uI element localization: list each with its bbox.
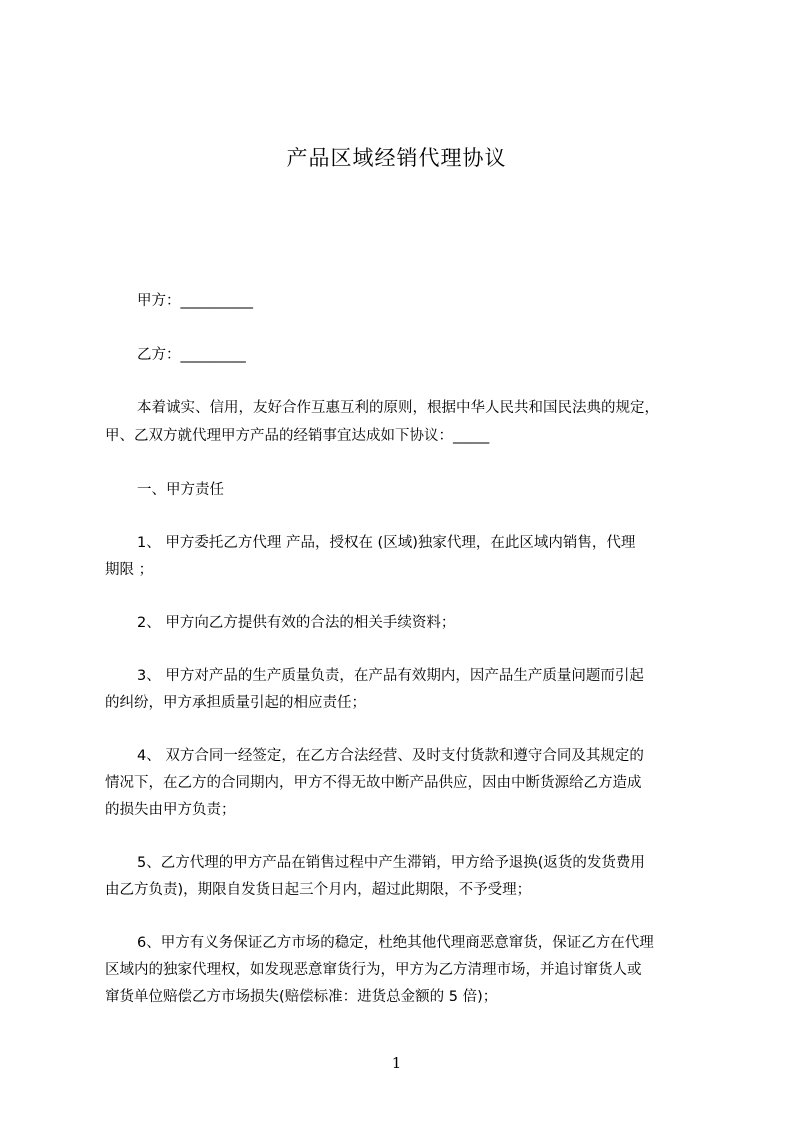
clause-2-line-1: 2、 甲方向乙方提供有效的合法的相关手续资料； [137,615,456,631]
clause-6-line-1: 6、甲方有义务保证乙方市场的稳定，杜绝其他代理商恶意窜货，保证乙方在代理 [137,935,654,951]
clause-6-line-2: 区域内的独家代理权，如发现恶意窜货行为，甲方为乙方清理市场，并追讨窜货人或 [105,962,642,978]
section-heading: 一、甲方责任 [137,482,224,498]
clause-1-line-1: 1、 甲方委托乙方代理 产品，授权在 (区域)独家代理，在此区域内销售，代理 [137,535,636,551]
clause-3-line-2: 的纠纷，甲方承担质量引起的相应责任； [105,695,366,711]
party-b-line: 乙方：_________ [137,347,246,363]
intro-line-2: 甲、乙双方就代理甲方产品的经销事宜达成如下协议：_____ [105,428,490,444]
clause-1-line-2: 期限 ； [105,562,154,578]
clause-5-line-1: 5、乙方代理的甲方产品在销售过程中产生滞销，甲方给予退换(返货的发货费用 [137,855,645,871]
document-title: 产品区域经销代理协议 [286,146,507,170]
clause-4-line-1: 4、 双方合同一经签定，在乙方合法经营、及时支付货款和遵守合同及其规定的 [137,748,644,764]
page-number: 1 [391,1054,402,1072]
clause-4-line-2: 情况下，在乙方的合同期内，甲方不得无故中断产品供应，因由中断货源给乙方造成 [105,775,642,791]
clause-4-line-3: 的损失由甲方负责； [105,802,236,818]
clause-3-line-1: 3、 甲方对产品的生产质量负责，在产品有效期内，因产品生产质量问题而引起 [137,668,644,684]
clause-5-line-2: 由乙方负责)，期限自发货日起三个月内，超过此期限，不予受理； [105,882,532,898]
intro-line-1: 本着诚实、信用，友好合作互惠互利的原则，根据中华人民共和国民法典的规定， [137,400,659,416]
party-a-line: 甲方：__________ [137,293,253,309]
clause-6-line-3: 窜货单位赔偿乙方市场损失(赔偿标准：进货总金额的 5 倍)； [105,989,498,1005]
